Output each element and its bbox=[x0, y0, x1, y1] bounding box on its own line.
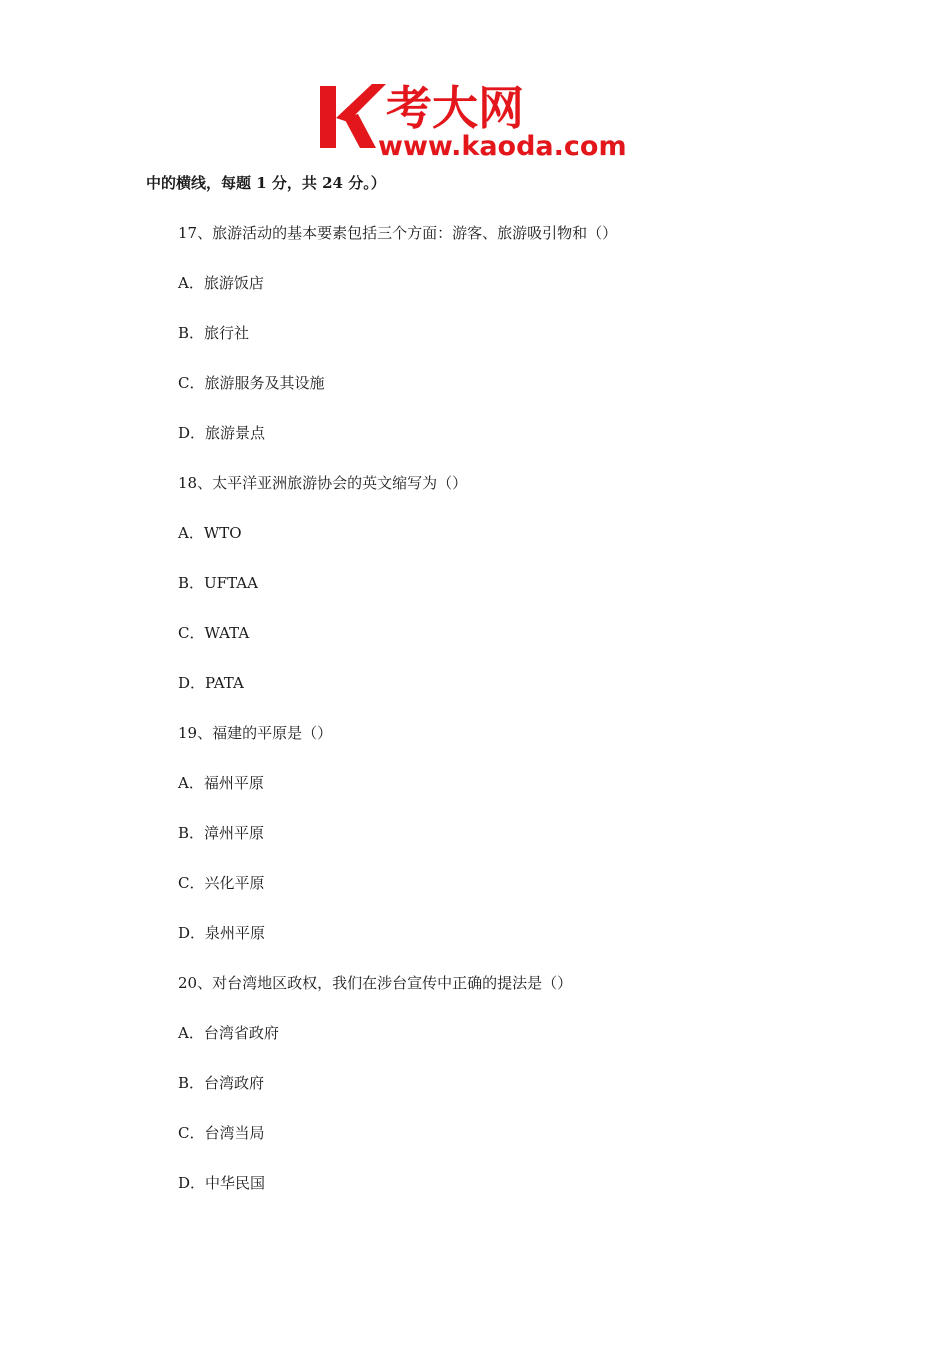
k-mark bbox=[320, 84, 386, 148]
question-stem: 20、对台湾地区政权，我们在涉台宣传中正确的提法是（） bbox=[178, 974, 573, 992]
answer-option: C．台湾当局 bbox=[178, 1124, 265, 1142]
kaoda-logo-graphic bbox=[318, 78, 640, 160]
answer-option: C．兴化平原 bbox=[178, 874, 265, 892]
answer-option: D．旅游景点 bbox=[178, 424, 266, 442]
question-stem: 18、太平洋亚洲旅游协会的英文缩写为（） bbox=[178, 474, 468, 492]
answer-option: A．福州平原 bbox=[178, 774, 264, 792]
answer-option: A．旅游饭店 bbox=[178, 274, 264, 292]
question-stem: 19、福建的平原是（） bbox=[178, 724, 333, 742]
answer-option: B．旅行社 bbox=[178, 324, 250, 342]
answer-option: B．漳州平原 bbox=[178, 824, 265, 842]
kaoda-logo bbox=[318, 78, 640, 160]
answer-option: C．WATA bbox=[178, 624, 250, 642]
logo-name: 考大网 bbox=[386, 81, 524, 135]
answer-option: B．台湾政府 bbox=[178, 1074, 265, 1092]
answer-option: D．中华民国 bbox=[178, 1174, 266, 1192]
answer-option: B．UFTAA bbox=[178, 574, 258, 592]
answer-option: D．PATA bbox=[178, 674, 244, 692]
logo-url: www.kaoda.com bbox=[378, 131, 627, 160]
section-instruction: 中的横线，每题 1 分，共 24 分。） bbox=[146, 174, 386, 192]
answer-option: A．台湾省政府 bbox=[178, 1024, 279, 1042]
question-stem: 17、旅游活动的基本要素包括三个方面：游客、旅游吸引物和（） bbox=[178, 224, 618, 242]
answer-option: C．旅游服务及其设施 bbox=[178, 374, 325, 392]
answer-option: A．WTO bbox=[178, 524, 242, 542]
answer-option: D．泉州平原 bbox=[178, 924, 266, 942]
